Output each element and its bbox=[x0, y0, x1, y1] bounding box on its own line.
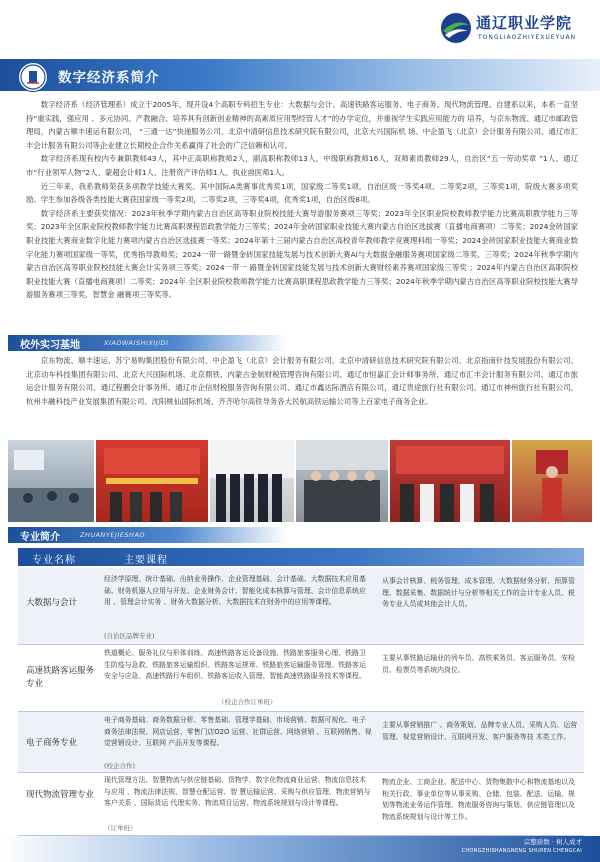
major-jobs: 主要从事铁路运输业的列车员、高铁乘务员、客运服务员、安检员、检票员等系统内岗位。 bbox=[382, 654, 575, 674]
intro-paragraph: 近三年来，我系教师荣获多项教学技能大赛奖。其中国际A类赛事优秀奖1项，国家级二等奖1项，自治区级一等奖4项、二等奖2项，三等奖1项，院级大赛多项奖励。学生参加各级各类技能大赛获国家级一等奖2项，二等奖2项，三等奖4项，优秀奖1项，自治区级8项。 bbox=[26, 181, 578, 205]
header-major-name: 专业名称 bbox=[32, 555, 76, 566]
section-pinyin-majors: ZHUANYEJIESHAO bbox=[80, 531, 146, 539]
intro-paragraph: 数字经济系（经济管理系）成立于2005年，现开设4个高职专科招生专业：大数据与会计、高速铁路客运服务、电子商务、现代物流管理。自建系以来，本系一直坚持“重实践，强应用 、多元协同、产教融合、培养具有创新创业精神的高素质应用型经管人才”的办学定位，并重视学生实践应用能力的 培养，与京东物流、通辽市邮政管理局，内蒙古顺丰速运有限公司， “三通一达”快递服务公司、北京中清研信息技术研究院有限公司，北京大兴国际机 场、中企盈飞（北京）会计服务有限公司、通辽市汇丰会计服务有限公司等企业建立长期校企合作关系赢得了社会的广泛信赖和认可。 bbox=[26, 100, 578, 150]
intro-paragraph: 数字经济系现有校内专兼职教师43人，其中正高职称教师2人，副高职称教师13人，中级职称教师16人，双师素质教师29人，自治区“五一劳动奖章 ”1人、通辽市“行业领军人物”2人、蒙超会计师1人、注册资产评估师1人、执业兽医师1人。 bbox=[26, 154, 578, 177]
award-banner-photo bbox=[96, 440, 208, 522]
major-courses: 电子商务基础、商务数据分析、零售基础、管理学基础、市场营销、数据可视化、电子商务法律法规、网店运营、零售门店O2O 运营、社群运营、网络营销 、互联网销售、视觉营销设计、互联网 产品开发等课程。 bbox=[104, 716, 372, 748]
major-tag: (校企合作) bbox=[104, 762, 136, 770]
section-title-majors: 专业简介 bbox=[20, 532, 60, 543]
major-name: 大数据与会计 bbox=[26, 598, 78, 608]
table-row bbox=[18, 645, 584, 712]
dept-seal-icon bbox=[18, 62, 48, 92]
major-name: 现代物流管理专业 bbox=[26, 790, 95, 800]
major-jobs: 物流企业、工商企业、配送中心、货物集散中心和物流基地以及相关行政、事业单位等从事采购、仓储、包装、配送、运输、规划等物流业务运作管理、物流服务咨询与策划、供应链管理以及物流系统规划与设计等工作。 bbox=[382, 778, 575, 821]
major-jobs: 主要从事营销推广 、商务策划、品牌专业人员、采购人员、运营管理、视觉营销设计、互联网开发、客户服务等技 术类工作。 bbox=[382, 721, 578, 741]
students-lineup-photo bbox=[210, 440, 294, 522]
table-header bbox=[18, 548, 584, 566]
classroom-photo bbox=[8, 440, 94, 522]
section-title-bases: 校外实习基地 bbox=[20, 340, 80, 351]
header-main-courses: 主要课程 bbox=[124, 555, 168, 566]
school-brand bbox=[440, 8, 590, 54]
intro-paragraph: 数字经济系主要获奖情况：2023年秋季学期内蒙古自治区高等职业院校技能大赛导游服务赛项三等奖；2023年全区职业院校教师教学能力比赛高职教学能力三等奖；2023年全区职业院校教师教学能力比赛高职课程思政教学能力三等奖；2024年金砖国家职业技能大赛内蒙古自治区选拔赛（直播电商赛项）二等奖；2024金砖国家职业技能大赛商业数字化能力赛项内蒙古自治区选拔赛一等奖；2024年第十三届内蒙古自治区高校青年教师教学竞赛理科组一等奖；2024金砖国家职业技能大赛商业数字化能力赛项国家级一等奖，优秀指导教师奖；2024一带一路暨金砖国家技能发展与技术创新大赛AI与大数据金融服务赛项国家级二等奖、三等奖；2024年秋季学期内蒙古自治区高等职业院校技能大赛会计实务项三等奖；2024一带一 路暨金砖国家技能发展与技术创新大赛财经素养赛项国家级三等奖 ；2024年内蒙古自治区高职院校职业技能大赛（直播电商赛项）二等奖；2024年 全区职业院校教师教学能力比赛高职课程思政教学能力三等奖；2024年秋季学期内蒙古自治区高等职业院校技能大赛导游服务赛项三等奖，智慧金 融赛项三等奖等。 bbox=[26, 208, 578, 300]
school-name: 通辽职业学院 bbox=[476, 14, 573, 32]
photo-strip bbox=[8, 440, 592, 522]
table-row bbox=[18, 773, 584, 836]
major-jobs: 从事会计核算、税务管理、成本管理、大数据财务分析、预算管理、数据采集、数据统计与分析等相关工作的会计专业人员、税务专业人员或其他会计人员。 bbox=[382, 577, 575, 609]
major-tag: （校企合作订单班） bbox=[218, 698, 277, 706]
dept-intro bbox=[26, 98, 578, 302]
major-tag: （订单班） bbox=[104, 824, 137, 832]
school-pinyin: TONGLIAOZHIYEXUEYUAN bbox=[478, 34, 577, 41]
bases-text: 京东物流、顺丰速运、苏宁易购集团股份有限公司、中企盈飞（北京）会计服务有限公司、北京中清研信息技术研究院有限公司、北京指南针技发展股份有限公司、北京动车科技集团有限公司、北京大兴国际机场、北京鼎铁、内蒙古金航财税管理咨询有限公司、通辽市恒嘉汇会计师事务所、通辽市汇丰会计服务有限公司、通辽市旅运会计服务有限公司、通辽程鹏会计事务所、通辽市企信财税服务咨询有限公司、通辽市鑫达际酒店有限公司，通辽贵途旅行社有限公司、通辽市神州旅行社有限公司、杭州丰融科技产业发展集团有限公司、沈阳桃仙国际机场、齐齐哈尔高铁导务各大民航高铁运输公司等上百家电子商务企业。 bbox=[26, 356, 578, 406]
group-photo bbox=[296, 440, 388, 522]
major-tag: (自治区品牌专业) bbox=[104, 632, 155, 640]
major-courses: 经济学原理、统计基础、出纳业务操作、企业管理基础、会计基础、大数据技术应用基础、财务机器人应用与开发、企业财务会计、智能化成本核算与管理、会计信息系统应用 、管理会计实务 、财务大数据分析、大数据技术在财务中的应用等课程。 bbox=[104, 575, 366, 607]
table-row bbox=[18, 568, 584, 645]
footer-motto-pinyin: CHONGZHISHANGNENG SHUREN CHENGCAI bbox=[461, 848, 582, 854]
certificate-photo bbox=[512, 440, 592, 522]
section-bar-bases bbox=[8, 335, 288, 351]
table-row bbox=[18, 712, 584, 773]
footer-motto: 宗整质数 · 树人成才 bbox=[523, 838, 582, 846]
major-name: 高速铁路客运服务专业 bbox=[26, 666, 95, 689]
section-pinyin-bases: XIAOWAISHIXIJIDI bbox=[104, 339, 169, 347]
major-name: 电子商务专业 bbox=[26, 738, 78, 748]
major-courses: 铁道概论、服务礼仪与形体训练、高速铁路客运设备设施、铁路旅客服务心理、铁路卫生防疫与急救、铁路旅客运输组织、铁路客运规章、铁路旅客运输服务管理、铁路客运安全与应急、高速铁路行车组织、铁路客运收入管理、智能高速铁路服务技术等课程。 bbox=[104, 649, 366, 681]
award-stage-photo bbox=[390, 440, 510, 522]
section-bar-majors bbox=[8, 527, 288, 543]
school-logo-icon bbox=[440, 12, 472, 44]
major-courses: 现代管理方法、智慧物流与供应链基础、货物学、数字化物流商业运营、物流信息技术与应用 、物流法律法规、智慧仓配运营、智 慧运输运营、采购与供应管理、物流营销与客户关系 、国际货运 代理实务、物流项目运营、物流系统规划与设计等课程。 bbox=[104, 776, 371, 808]
dept-title: 数字经济系简介 bbox=[58, 70, 160, 86]
